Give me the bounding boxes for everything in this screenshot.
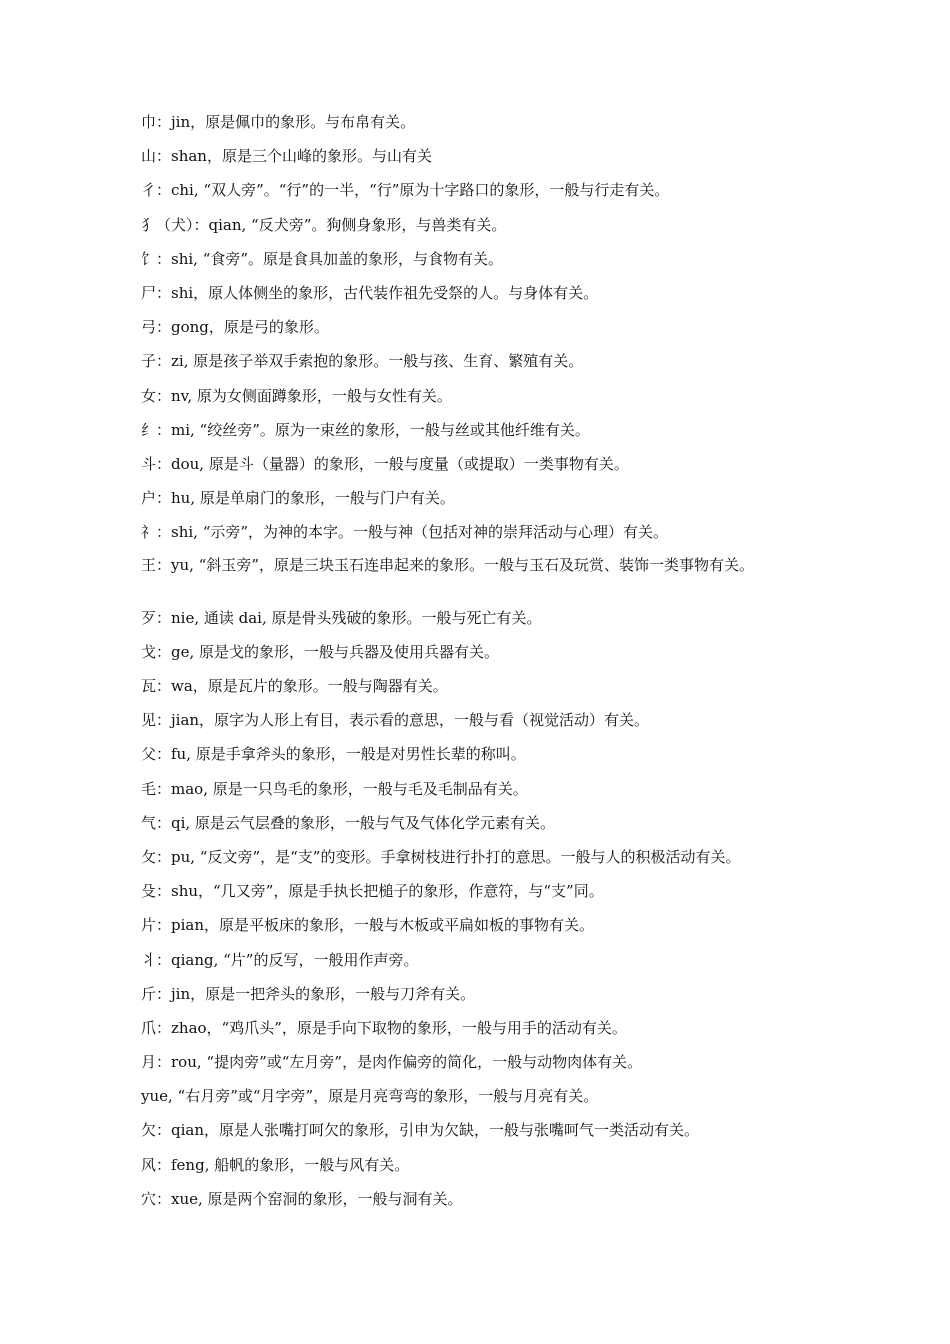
radical-entry-hu: 户：hu, 原是单扇门的象形，一般与门户有关。 — [141, 489, 455, 508]
radical-entry-shi-spirit: 礻：shi, “示旁”，为神的本字。一般与神（包括对神的崇拜活动与心理）有关。 — [141, 523, 669, 542]
radical-entry-rou: 月：rou, “提肉旁”或“左月旁”，是肉作偏旁的简化，一般与动物肉体有关。 — [141, 1053, 643, 1072]
radical-entry-mao: 毛：mao, 原是一只鸟毛的象形，一般与毛及毛制品有关。 — [141, 779, 528, 798]
radical-entry-qian: 欠：qian，原是人张嘴打呵欠的象形，引申为欠缺，一般与张嘴呵气一类活动有关。 — [141, 1121, 700, 1140]
radical-entry-jin: 巾：jin，原是佩巾的象形。与布帛有关。 — [141, 113, 416, 131]
radical-entry-pian: 片：pian，原是平板床的象形，一般与木板或平扁如板的事物有关。 — [141, 916, 595, 935]
radical-entry-pu: 攵：pu, “反文旁”，是“支”的变形。手拿树枝进行扑打的意思。一般与人的积极活动有关。 — [141, 847, 741, 866]
radical-entry-mi: 纟：mi, “绞丝旁”。原为一束丝的象形，一般与丝或其他纤维有关。 — [141, 420, 590, 439]
radical-entry-nv: 女：nv, 原为女侧面蹲象形，一般与女性有关。 — [141, 386, 452, 405]
radical-entry-xue: 穴：xue, 原是两个窑洞的象形，一般与洞有关。 — [141, 1189, 463, 1208]
radical-entry-wa: 瓦：wa，原是瓦片的象形。一般与陶器有关。 — [141, 677, 448, 695]
radical-entry-shan: 山：shan，原是三个山峰的象形。与山有关 — [141, 147, 432, 166]
radical-entry-jian: 见：jian，原字为人形上有目，表示看的意思，一般与看（视觉活动）有关。 — [141, 711, 650, 730]
radical-entry-ge: 戈：ge, 原是戈的象形，一般与兵器及使用兵器有关。 — [141, 642, 500, 661]
radical-entry-feng: 风：feng, 船帆的象形，一般与风有关。 — [141, 1155, 410, 1174]
radical-entry-zhao: 爪：zhao，“鸡爪头”，原是手向下取物的象形，一般与用手的活动有关。 — [141, 1018, 627, 1037]
radical-entry-yu: 王：yu, “斜玉旁”，原是三块玉石连串起来的象形。一般与玉石及玩赏、装饰一类事物有关。 — [141, 556, 755, 575]
radical-entry-gong: 弓：gong，原是弓的象形。 — [141, 318, 329, 337]
radical-entry-shi-body: 尸：shi，原人体侧坐的象形，古代装作祖先受祭的人。与身体有关。 — [141, 283, 599, 302]
radical-entry-jin-axe: 斤：jin，原是一把斧头的象形，一般与刀斧有关。 — [141, 984, 476, 1003]
radical-entry-fu: 父：fu, 原是手拿斧头的象形，一般是对男性长辈的称叫。 — [141, 745, 526, 764]
radical-entry-qi: 气：qi, 原是云气层叠的象形，一般与气及气体化学元素有关。 — [141, 813, 555, 832]
radical-entry-shi-food: 饣：shi, “食旁”。原是食具加盖的象形，与食物有关。 — [141, 249, 504, 268]
radical-entry-qiang: 丬：qiang, “片”的反写，一般用作声旁。 — [141, 950, 419, 969]
radical-entry-nie: 歹：nie, 通读 dai, 原是骨头残破的象形。一般与死亡有关。 — [141, 608, 542, 627]
radical-entry-chi: 彳：chi, “双人旁”。“行”的一半，“行”原为十字路口的象形，一般与行走有关。 — [141, 181, 670, 200]
radical-entry-dou: 斗：dou, 原是斗（量器）的象形，一般与度量（或提取）一类事物有关。 — [141, 454, 629, 473]
radical-entry-shu: 殳：shu，“几又旁”，原是手执长把槌子的象形，作意符，与“支”同。 — [141, 882, 604, 901]
radical-entry-yue: yue, “右月旁”或“月字旁”，原是月亮弯弯的象形，一般与月亮有关。 — [141, 1087, 599, 1106]
radical-entry-zi: 子：zi, 原是孩子举双手索抱的象形。一般与孩、生育、繁殖有关。 — [141, 352, 584, 371]
radical-entry-quan: 犭（犬）：qian, “反犬旁”。狗侧身象形，与兽类有关。 — [141, 215, 507, 234]
